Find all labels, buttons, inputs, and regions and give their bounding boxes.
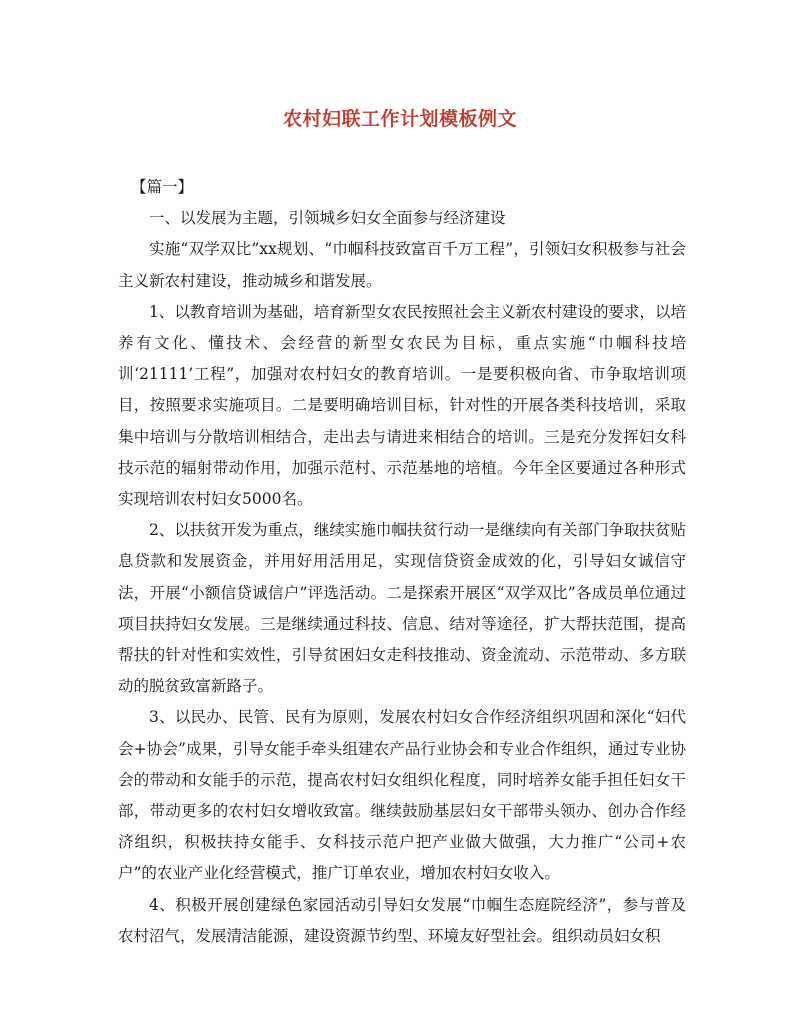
section-label: 【篇一】 bbox=[131, 178, 194, 196]
paragraph-3: 3、以民办、民管、民有为原则，发展农村妇女合作经济组织巩固和深化“妇代会+协会”成果，引导女能手牵头组建农产品行业协会和专业合作组织，通过专业协会的带动和女能手的示范，提高农村妇女组织化程度，同时培养女能手担任妇女干部，带动更多的农村妇女增收致富。继续鼓励基层妇女干部带头领办、创办合作经济组织，积极扶持女能手、女科技示范户把产业做大做强，大力推广“公司+农户”的农业产业化经营模式，推广订单农业，增加农村妇女收入。 bbox=[118, 708, 686, 883]
section-heading: 一、以发展为主题，引领城乡妇女全面参与经济建设 bbox=[149, 209, 506, 228]
paragraph-1: 1、以教育培训为基础，培育新型女农民按照社会主义新农村建设的要求，以培养有文化、懂技术、会经营的新型女农民为目标，重点实施“巾帼科技培训‘21111’工程”，加强对农村妇女的教育培训。一是要积极向省、市争取培训项目，按照要求实施项目。二是要明确培训目标，针对性的开展各类科技培训，采取集中培训与分散培训相结合，走出去与请进来相结合的培训。三是充分发挥妇女科技示范的辐射带动作用，加强示范村、示范基地的培植。今年全区要通过各种形式实现培训农村妇女5000名。 bbox=[118, 302, 686, 509]
paragraph-4: 4、积极开展创建绿色家园活动引导妇女发展“巾帼生态庭院经济”，参与普及农村沼气，发展清洁能源，建设资源节约型、环境友好型社会。组织动员妇女积 bbox=[118, 895, 686, 945]
document-body bbox=[118, 172, 686, 952]
paragraph-2: 2、以扶贫开发为重点，继续实施巾帼扶贫行动一是继续向有关部门争取扶贫贴息贷款和发展资金，并用好用活用足，实现信贷资金成效的化，引导妇女诚信守法，开展“小额信贷诚信户”评选活动。二是探索开展区“双学双比”各成员单位通过项目扶持妇女发展。三是继续通过科技、信息、结对等途径，扩大帮扶范围，提高帮扶的针对性和实效性，引导贫困妇女走科技推动、资金流动、示范带动、多方联动的脱贫致富新路子。 bbox=[118, 521, 686, 696]
document-title: 农村妇联工作计划模板例文 bbox=[282, 108, 517, 130]
paragraph-intro: 实施“双学双比”xx规划、“巾帼科技致富百千万工程”，引领妇女积极参与社会主义新农村建设，推动城乡和谐发展。 bbox=[118, 240, 686, 290]
